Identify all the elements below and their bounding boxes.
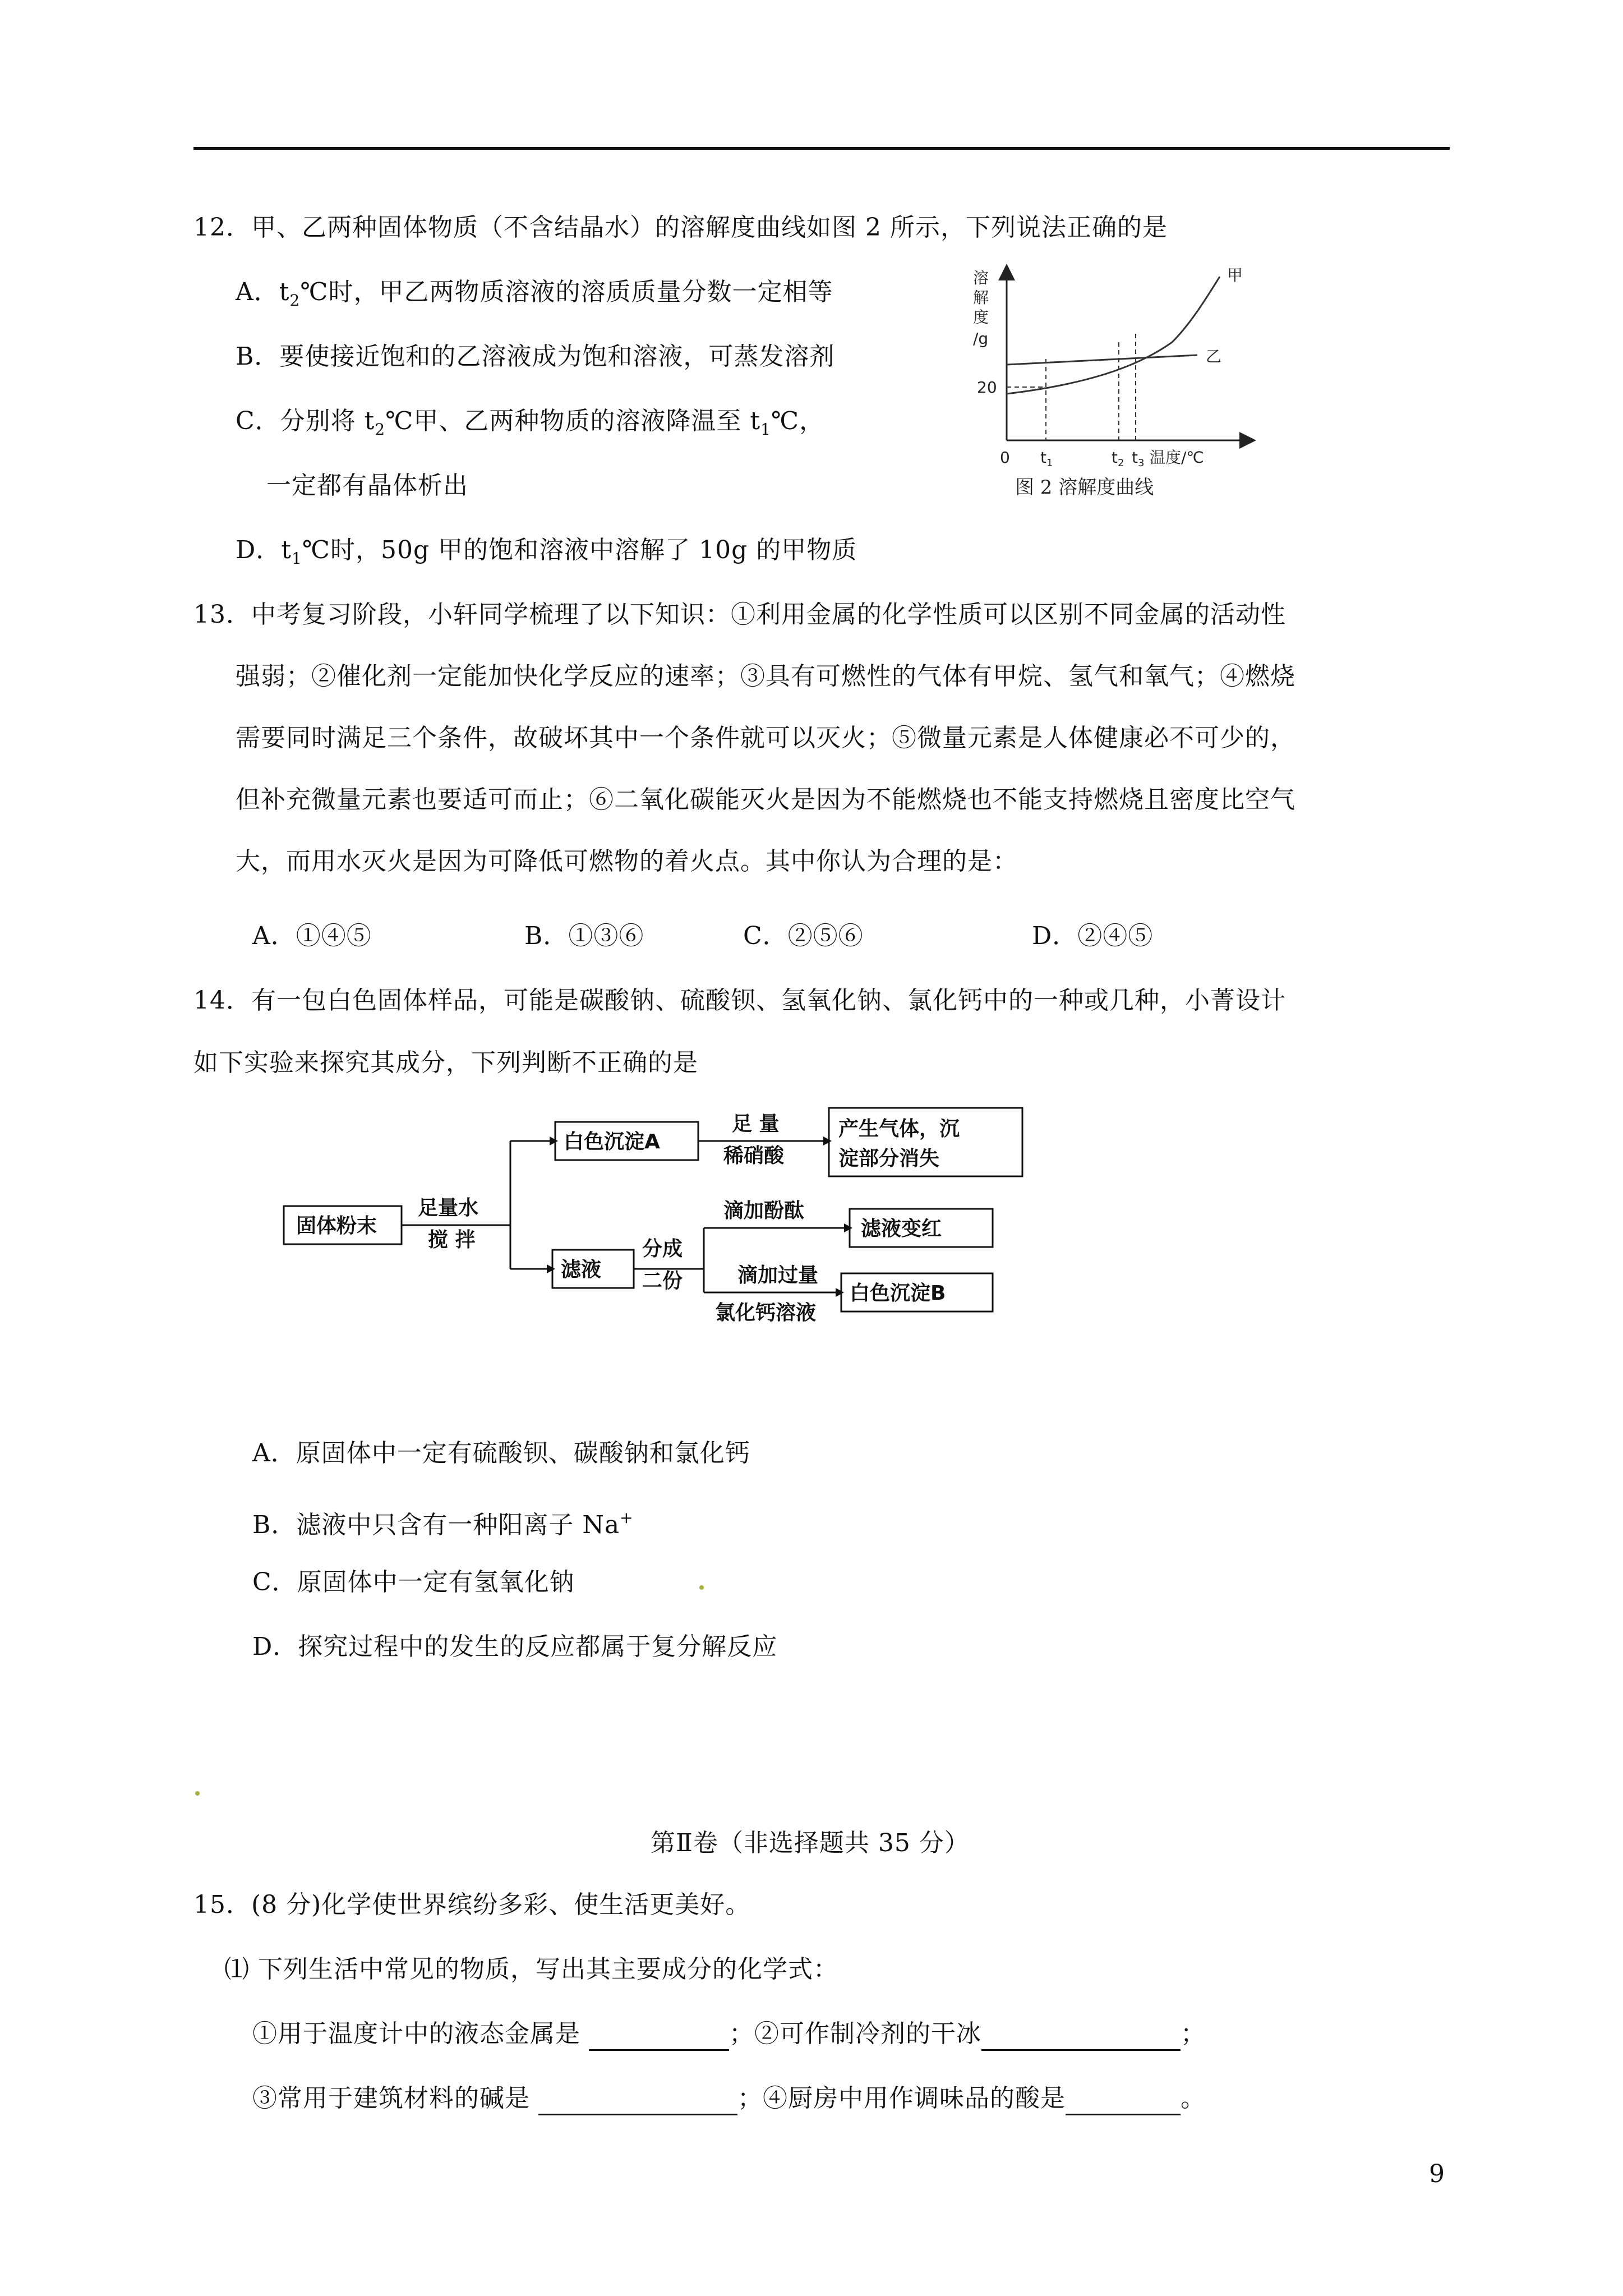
q15-stem: 15．(8 分)化学使世界缤纷多彩、使生活更美好。 — [193, 1890, 751, 1919]
q13-line-1: 13．中考复习阶段，小轩同学梳理了以下知识：①利用金属的化学性质可以区别不同金属的活动性 — [193, 600, 1286, 629]
q15-row-2: ③常用于建筑材料的碱是 ；④厨房中用作调味品的酸是 。 — [252, 2082, 1206, 2115]
label-split-1: 分成 — [642, 1237, 683, 1260]
q13-line-2: 强弱；②催化剂一定能加快化学反应的速率；③具有可燃性的气体有甲烷、氢气和氧气；④燃烧 — [236, 662, 1295, 691]
tick-20: 20 — [977, 378, 997, 397]
curve-yi — [1007, 355, 1197, 365]
chart-caption: 图 2 溶解度曲线 — [1015, 476, 1154, 499]
q14-option-b: B．滤液中只含有一种阳离子 Na+ — [252, 1508, 634, 1539]
q13-option-a: A．①④⑤ — [252, 922, 372, 950]
q12-option-b: B．要使接近饱和的乙溶液成为饱和溶液，可蒸发溶剂 — [236, 342, 835, 371]
label-excess-2: 氯化钙溶液 — [715, 1301, 817, 1324]
tick-t1: $t_1$ — [1040, 448, 1053, 469]
answer-blank-3[interactable] — [538, 2088, 737, 2115]
q14-line-2: 如下实验来探究其成分，下列判断不正确的是 — [193, 1048, 698, 1077]
x-axis-label: 温度/℃ — [1150, 448, 1204, 467]
q12-option-c: C．分别将 $t_2℃$甲、乙两种物质的溶液降温至 $t_1℃$， — [236, 407, 825, 439]
q13-line-5: 大，而用水灭火是因为可降低可燃物的着火点。其中你认为合理的是： — [236, 847, 1018, 876]
experiment-flowchart — [275, 1099, 1032, 1352]
label-result-a-2: 淀部分消失 — [838, 1147, 940, 1170]
solubility-curve-chart — [965, 255, 1256, 513]
ylabel-1: 溶 — [973, 269, 989, 287]
answer-blank-1[interactable] — [589, 2023, 729, 2051]
q12-option-c-cont: 一定都有晶体析出 — [266, 471, 468, 500]
speck — [699, 1585, 704, 1590]
q14-option-d: D．探究过程中的发生的反应都属于复分解反应 — [252, 1632, 778, 1661]
label-filtrate: 滤液 — [561, 1258, 602, 1281]
series-label-jia: 甲 — [1227, 266, 1243, 284]
q12-stem: 12．甲、乙两种固体物质（不含结晶水）的溶解度曲线如图 2 所示，下列说法正确的是 — [193, 213, 1168, 242]
answer-blank-2[interactable] — [981, 2023, 1181, 2051]
ylabel-4: /g — [973, 329, 989, 348]
label-add-water: 足量水 — [418, 1197, 479, 1220]
series-label-yi: 乙 — [1206, 347, 1222, 366]
header-rule — [193, 147, 1450, 150]
answer-blank-4[interactable] — [1066, 2088, 1181, 2115]
q15-sub-1: ⑴ 下列生活中常见的物质，写出其主要成分的化学式： — [224, 1955, 838, 1984]
ylabel-3: 度 — [973, 308, 989, 326]
q13-line-3: 需要同时满足三个条件，故破坏其中一个条件就可以灭火；⑤微量元素是人体健康必不可少的， — [236, 724, 1295, 752]
q15-row-1: ①用于温度计中的液态金属是 ；②可作制冷剂的干冰 ； — [252, 2017, 1206, 2051]
label-stir: 搅 拌 — [428, 1228, 476, 1251]
label-phenolphthalein: 滴加酚酞 — [723, 1199, 805, 1222]
tick-t3: $t_3$ — [1132, 448, 1145, 469]
q13-option-d: D．②④⑤ — [1032, 922, 1154, 950]
tick-origin: 0 — [1000, 448, 1010, 467]
section-title: 第Ⅱ卷（非选择题共 35 分） — [651, 1829, 970, 1857]
page-number: 9 — [1429, 2160, 1445, 2188]
tick-t2: $t_2$ — [1112, 448, 1124, 469]
label-nitric-acid: 稀硝酸 — [723, 1144, 785, 1167]
q13-line-4: 但补充微量元素也要适可而止；⑥二氧化碳能灭火是因为不能燃烧也不能支持燃烧且密度比空气 — [236, 785, 1295, 814]
label-solid-powder: 固体粉末 — [296, 1214, 377, 1237]
q14-option-a: A．原固体中一定有硫酸钡、碳酸钠和氯化钙 — [252, 1439, 750, 1467]
speck — [195, 1791, 200, 1796]
label-precipitate-b: 白色沉淀B — [850, 1282, 946, 1305]
ylabel-2: 解 — [973, 288, 989, 307]
curve-jia — [1007, 277, 1220, 394]
q13-option-c: C．②⑤⑥ — [743, 922, 864, 950]
label-excess-1: 滴加过量 — [737, 1264, 819, 1287]
label-filtrate-red: 滤液变红 — [861, 1217, 942, 1240]
q12-option-a: A．$t_2℃$时，甲乙两物质溶液的溶质质量分数一定相等 — [236, 278, 833, 310]
q12-option-d: D．$t_1℃$时，50g 甲的饱和溶液中溶解了 10g 的甲物质 — [236, 536, 857, 568]
label-precipitate-a: 白色沉淀A — [564, 1130, 660, 1153]
label-sufficient: 足 量 — [732, 1112, 780, 1135]
q14-line-1: 14．有一包白色固体样品，可能是碳酸钠、硫酸钡、氢氧化钠、氯化钙中的一种或几种，小菁设计 — [193, 986, 1286, 1015]
q14-option-c: C．原固体中一定有氢氧化钠 — [252, 1568, 575, 1596]
label-result-a-1: 产生气体，沉 — [838, 1117, 960, 1140]
q13-option-b: B．①③⑥ — [524, 922, 644, 950]
label-split-2: 二份 — [642, 1269, 683, 1292]
